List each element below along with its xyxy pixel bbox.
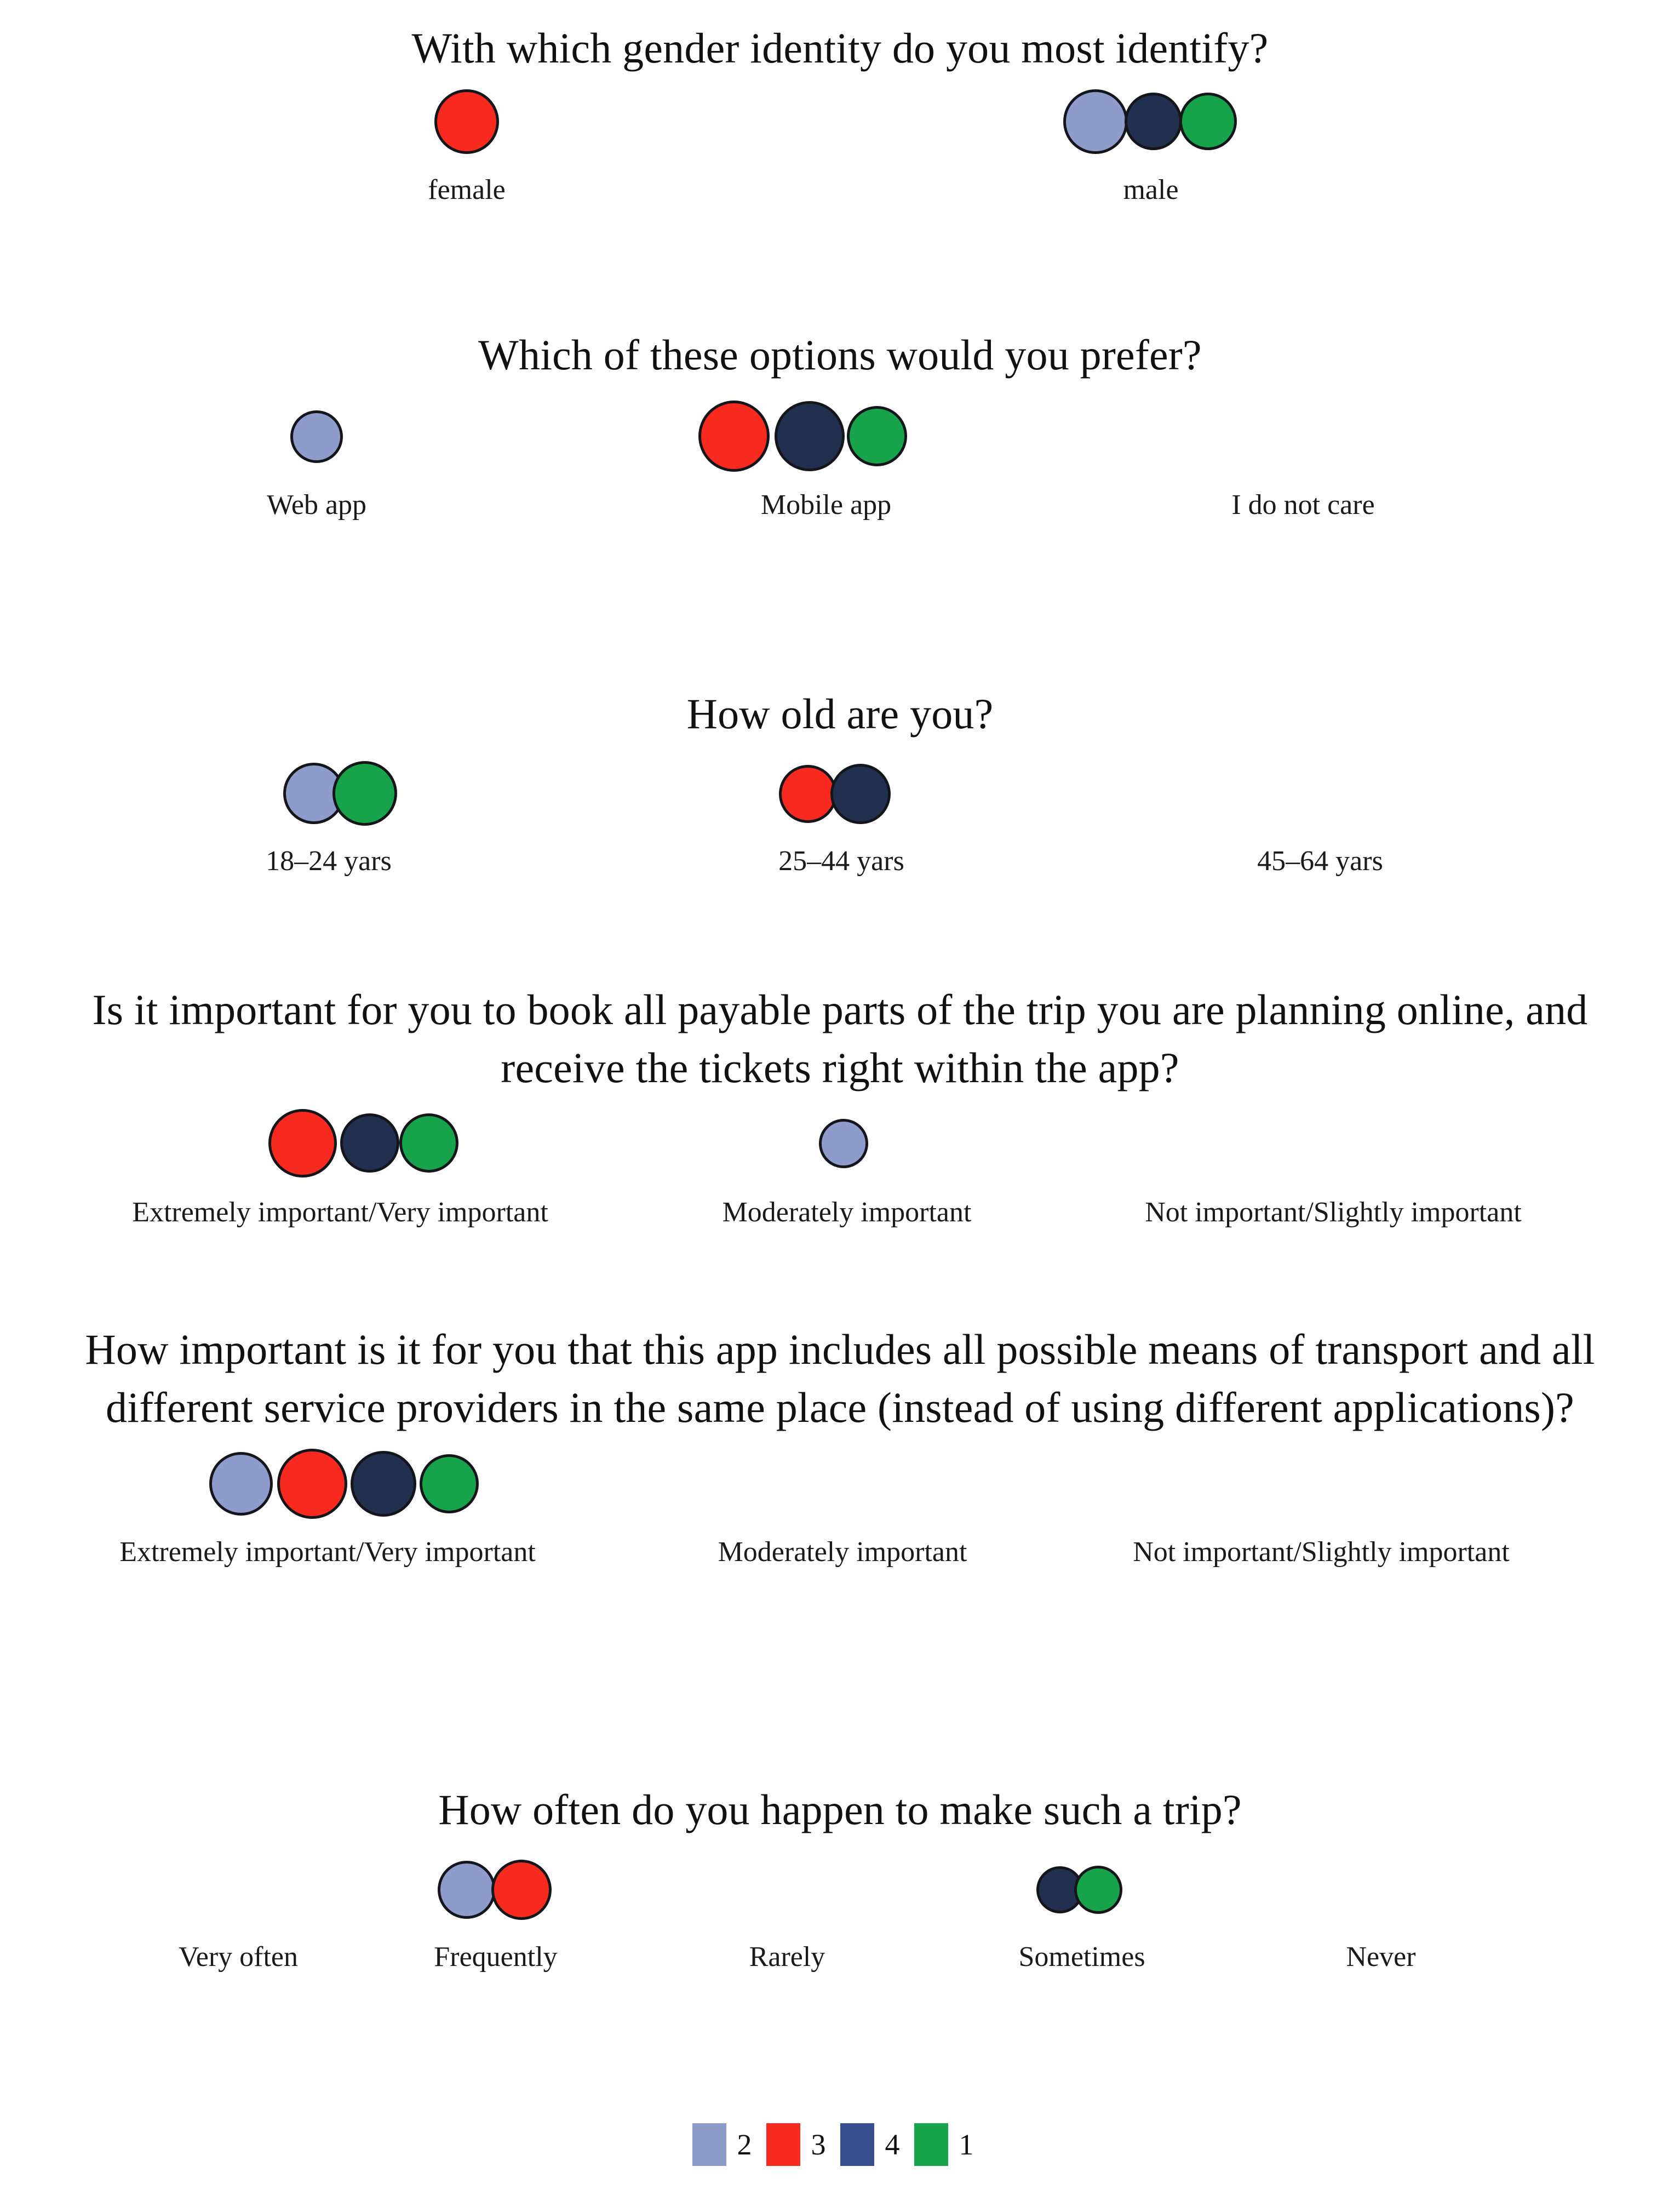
question-title: Is it important for you to book all payable parts of the trip you are planning online, and receive the tickets right within the app? [92, 986, 1588, 1092]
axis-label: Moderately important [722, 1197, 972, 1228]
axis-label: 25–44 yars [778, 845, 904, 877]
question-block-app-preference [0, 326, 1680, 527]
cluster-dot [1074, 1866, 1122, 1914]
axis-labels-trip-frequency [0, 1940, 1680, 1979]
question-block-trip-frequency [0, 1781, 1680, 1979]
legend-swatch-cluster4 [840, 2123, 874, 2166]
legend-label: 4 [885, 2128, 900, 2161]
cluster-dot [491, 1860, 552, 1920]
legend-label: 2 [737, 2128, 752, 2161]
cluster-dot [209, 1452, 273, 1516]
cluster-dot [438, 1861, 496, 1919]
axis-label: Mobile app [760, 489, 892, 521]
axis-label: Not important/Slightly important [1145, 1197, 1522, 1228]
question-title: Which of these options would you prefer? [478, 331, 1202, 379]
legend-item [840, 2123, 914, 2166]
cluster-dot [819, 1119, 868, 1168]
legend-swatch-cluster1 [914, 2123, 948, 2166]
legend-label: 3 [811, 2128, 826, 2161]
axis-label: Extremely important/Very important [132, 1197, 548, 1228]
cluster-dot [847, 406, 907, 466]
axis-label: Moderately important [718, 1536, 967, 1568]
cluster-dot [268, 1109, 337, 1177]
cluster-dot [775, 401, 845, 471]
dot-plot-gender [0, 77, 1680, 173]
legend-item [692, 2123, 766, 2166]
cluster-dot [290, 410, 343, 463]
axis-label: Sometimes [1018, 1941, 1145, 1973]
axis-label: 45–64 yars [1257, 845, 1383, 877]
question-block-book-online [0, 981, 1680, 1234]
cluster-dot [420, 1454, 479, 1513]
cluster-dot [830, 764, 891, 824]
dot-plot-app-preference [0, 384, 1680, 488]
axis-labels-app-preference [0, 488, 1680, 527]
legend-swatch-cluster2 [692, 2123, 726, 2166]
cluster-dot [1125, 93, 1182, 150]
question-title: How old are you? [686, 690, 994, 738]
cluster-dot [1063, 89, 1128, 154]
legend-label: 1 [959, 2128, 974, 2161]
axis-labels-gender [0, 173, 1680, 212]
question-title: How important is it for you that this app includes all possible means of transport and all different service providers in the same place (instead of using different applications)? [85, 1325, 1595, 1432]
cluster-dot [399, 1113, 458, 1173]
cluster-dot [698, 401, 770, 472]
cluster-dot [1179, 93, 1237, 150]
axis-labels-book-online [0, 1196, 1680, 1234]
cluster-legend [0, 2123, 1680, 2166]
axis-labels-all-transport [0, 1535, 1680, 1574]
dot-plot-book-online [0, 1097, 1680, 1196]
axis-label: Very often [178, 1941, 299, 1973]
axis-label: Rarely [749, 1941, 825, 1973]
legend-item [914, 2123, 988, 2166]
cluster-dot [340, 1113, 399, 1173]
axis-label: Not important/Slightly important [1133, 1536, 1510, 1568]
axis-label: Web app [266, 489, 367, 521]
question-title: How often do you happen to make such a trip? [438, 1786, 1242, 1833]
legend-swatch-cluster3 [766, 2123, 800, 2166]
question-block-gender [0, 19, 1680, 212]
cluster-dot [434, 89, 499, 154]
axis-label: Never [1346, 1941, 1416, 1973]
cluster-dot [779, 765, 837, 823]
dot-plot-all-transport [0, 1437, 1680, 1535]
axis-label: I do not care [1231, 489, 1375, 521]
dot-plot-trip-frequency [0, 1839, 1680, 1940]
axis-label: female [428, 174, 506, 206]
cluster-dot [351, 1451, 416, 1517]
axis-label: Frequently [434, 1941, 558, 1973]
axis-label: 18–24 yars [266, 845, 392, 877]
question-title: With which gender identity do you most identify? [411, 24, 1269, 72]
question-block-age [0, 685, 1680, 883]
axis-labels-age [0, 844, 1680, 883]
cluster-dot [332, 761, 397, 826]
axis-label: male [1123, 174, 1179, 206]
cluster-dot [277, 1449, 347, 1519]
legend-item [766, 2123, 840, 2166]
axis-label: Extremely important/Very important [119, 1536, 536, 1568]
dot-plot-age [0, 743, 1680, 844]
question-block-all-transport [0, 1321, 1680, 1574]
